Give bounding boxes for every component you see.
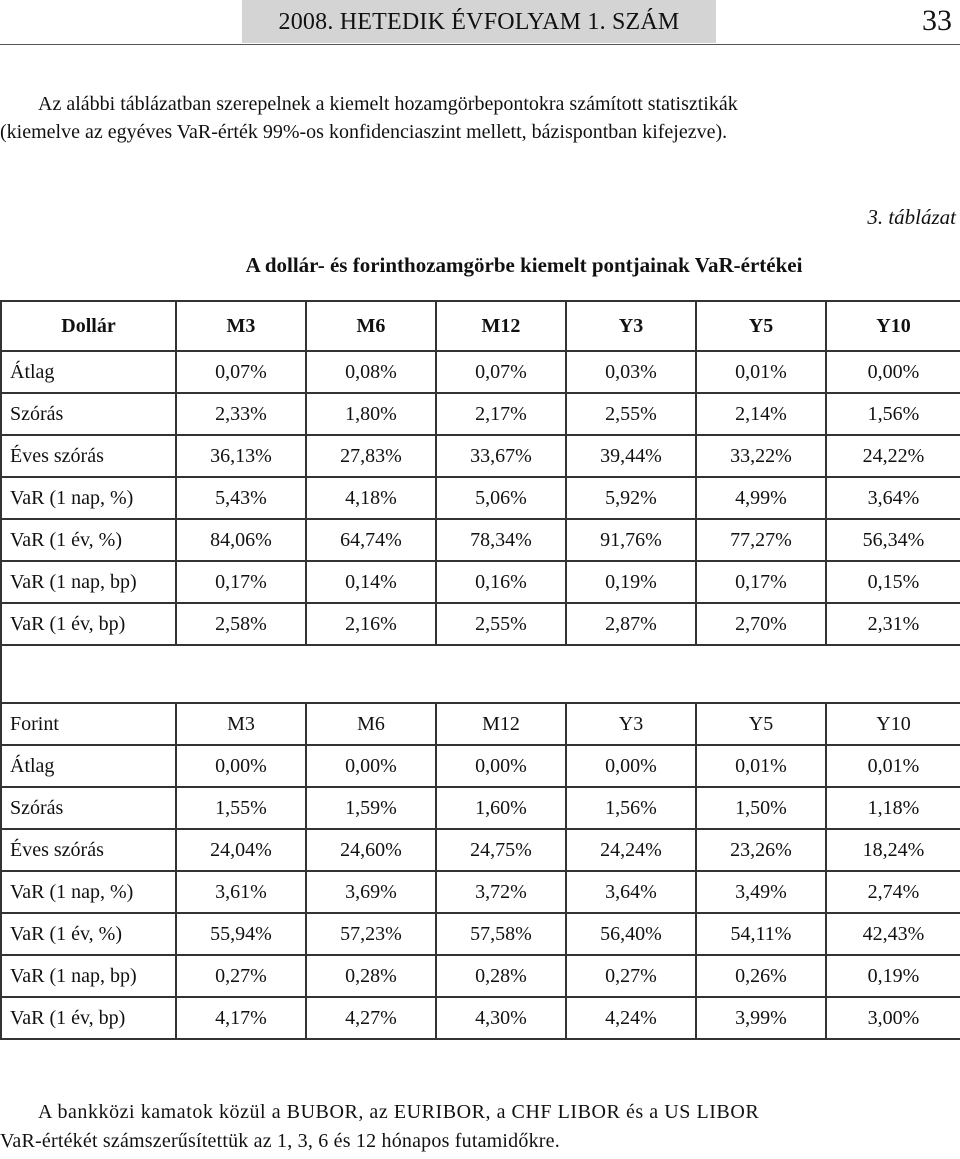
value-cell: M3	[176, 301, 306, 351]
value-cell: 0,17%	[696, 561, 826, 603]
value-cell: Y3	[566, 703, 696, 745]
dollar-table-row	[1, 435, 960, 477]
value-cell: 1,50%	[696, 787, 826, 829]
value-cell: 0,08%	[306, 351, 436, 393]
value-cell: 4,99%	[696, 477, 826, 519]
value-cell: 0,07%	[176, 351, 306, 393]
dollar-table-row	[1, 603, 960, 645]
value-cell: M3	[176, 703, 306, 745]
value-cell: 0,03%	[566, 351, 696, 393]
value-cell: 57,58%	[436, 913, 566, 955]
value-cell: 2,58%	[176, 603, 306, 645]
value-cell: 0,00%	[436, 745, 566, 787]
value-cell: 0,00%	[306, 745, 436, 787]
row-label-cell: Szórás	[1, 393, 176, 435]
intro-paragraph	[0, 90, 960, 146]
value-cell: 3,61%	[176, 871, 306, 913]
value-cell: 1,56%	[566, 787, 696, 829]
forint-table-row	[1, 997, 960, 1039]
value-cell: 18,24%	[826, 829, 960, 871]
forint-table-row	[1, 829, 960, 871]
value-cell: 36,13%	[176, 435, 306, 477]
value-cell: 0,16%	[436, 561, 566, 603]
value-cell: 24,75%	[436, 829, 566, 871]
value-cell: 27,83%	[306, 435, 436, 477]
row-label-cell: Szórás	[1, 787, 176, 829]
var-table	[0, 300, 960, 1040]
value-cell: M12	[436, 703, 566, 745]
row-label-cell: VaR (1 nap, %)	[1, 477, 176, 519]
forint-table-row	[1, 745, 960, 787]
intro-line: (kiemelve az egyéves VaR-érték 99%-os konfidenciaszint mellett, bázispontban kifejezve).	[0, 121, 728, 143]
value-cell: 2,33%	[176, 393, 306, 435]
header-divider	[0, 44, 960, 45]
value-cell: Y10	[826, 703, 960, 745]
value-cell: 91,76%	[566, 519, 696, 561]
value-cell: 2,87%	[566, 603, 696, 645]
value-cell: 23,26%	[696, 829, 826, 871]
value-cell: Y5	[696, 301, 826, 351]
value-cell: 2,31%	[826, 603, 960, 645]
value-cell: 33,22%	[696, 435, 826, 477]
value-cell: 0,01%	[696, 351, 826, 393]
forint-table-row	[1, 955, 960, 997]
value-cell: 3,69%	[306, 871, 436, 913]
row-label-cell: Forint	[1, 703, 176, 745]
value-cell: 2,74%	[826, 871, 960, 913]
value-cell: 1,80%	[306, 393, 436, 435]
value-cell: 2,70%	[696, 603, 826, 645]
value-cell: 57,23%	[306, 913, 436, 955]
value-cell: 0,01%	[826, 745, 960, 787]
value-cell: Y3	[566, 301, 696, 351]
row-label-cell: Éves szórás	[1, 435, 176, 477]
value-cell: 1,60%	[436, 787, 566, 829]
row-label-cell: VaR (1 év, bp)	[1, 997, 176, 1039]
value-cell: 64,74%	[306, 519, 436, 561]
value-cell: 4,18%	[306, 477, 436, 519]
row-label-cell: Éves szórás	[1, 829, 176, 871]
table-title: A dollár- és forinthozamgörbe kiemelt pontjainak VaR-értékei	[245, 253, 803, 277]
row-label-cell: VaR (1 év, %)	[1, 913, 176, 955]
value-cell: 0,14%	[306, 561, 436, 603]
value-cell: 0,00%	[176, 745, 306, 787]
value-cell: 77,27%	[696, 519, 826, 561]
row-label-cell: Átlag	[1, 351, 176, 393]
dollar-table-row	[1, 351, 960, 393]
dollar-table-row	[1, 393, 960, 435]
dollar-table-row	[1, 519, 960, 561]
forint-table-row	[1, 787, 960, 829]
value-cell: 24,60%	[306, 829, 436, 871]
footer-line: VaR-értékét számszerűsítettük az 1, 3, 6 és 12 hónapos futamidőkre.	[0, 1130, 560, 1152]
value-cell: M6	[306, 703, 436, 745]
value-cell: 5,92%	[566, 477, 696, 519]
row-label-cell: VaR (1 év, bp)	[1, 603, 176, 645]
value-cell: 55,94%	[176, 913, 306, 955]
value-cell: 2,55%	[566, 393, 696, 435]
var-table-body	[1, 301, 960, 1039]
value-cell: 24,24%	[566, 829, 696, 871]
value-cell: 0,28%	[306, 955, 436, 997]
value-cell: 0,15%	[826, 561, 960, 603]
value-cell: M6	[306, 301, 436, 351]
dollar-table-row	[1, 477, 960, 519]
value-cell: 2,14%	[696, 393, 826, 435]
forint-table-row	[1, 913, 960, 955]
row-label-cell: Átlag	[1, 745, 176, 787]
value-cell: Y10	[826, 301, 960, 351]
value-cell: Y5	[696, 703, 826, 745]
value-cell: 3,64%	[826, 477, 960, 519]
value-cell: 56,34%	[826, 519, 960, 561]
row-label-cell: VaR (1 év, %)	[1, 519, 176, 561]
value-cell: 24,22%	[826, 435, 960, 477]
value-cell: 3,99%	[696, 997, 826, 1039]
value-cell: 4,30%	[436, 997, 566, 1039]
value-cell: 0,28%	[436, 955, 566, 997]
value-cell: 0,26%	[696, 955, 826, 997]
value-cell: 0,19%	[826, 955, 960, 997]
value-cell: 3,72%	[436, 871, 566, 913]
separator-cell	[1, 645, 960, 703]
value-cell: 2,55%	[436, 603, 566, 645]
table-number-label: 3. táblázat	[867, 205, 956, 229]
value-cell: 0,01%	[696, 745, 826, 787]
footer-line: A bankközi kamatok közül a BUBOR, az EURIBOR, a CHF LIBOR és a US LIBOR	[38, 1101, 760, 1123]
value-cell: 1,18%	[826, 787, 960, 829]
value-cell: 1,59%	[306, 787, 436, 829]
value-cell: 84,06%	[176, 519, 306, 561]
forint-table-row	[1, 871, 960, 913]
value-cell: 42,43%	[826, 913, 960, 955]
page-number: 33	[922, 4, 952, 37]
value-cell: 0,27%	[566, 955, 696, 997]
dollar-header-row	[1, 301, 960, 351]
value-cell: 4,17%	[176, 997, 306, 1039]
value-cell: 0,17%	[176, 561, 306, 603]
value-cell: 0,27%	[176, 955, 306, 997]
value-cell: 4,24%	[566, 997, 696, 1039]
value-cell: M12	[436, 301, 566, 351]
row-label-cell: VaR (1 nap, bp)	[1, 561, 176, 603]
row-label-cell: VaR (1 nap, bp)	[1, 955, 176, 997]
value-cell: 78,34%	[436, 519, 566, 561]
value-cell: 54,11%	[696, 913, 826, 955]
intro-line: Az alábbi táblázatban szerepelnek a kiemelt hozamgörbepontokra számított statisztikák	[38, 93, 738, 115]
row-label-cell: VaR (1 nap, %)	[1, 871, 176, 913]
value-cell: 1,55%	[176, 787, 306, 829]
value-cell: 33,67%	[436, 435, 566, 477]
value-cell: 3,49%	[696, 871, 826, 913]
value-cell: 0,00%	[566, 745, 696, 787]
forint-header-row	[1, 703, 960, 745]
separator-row	[1, 645, 960, 703]
value-cell: 0,19%	[566, 561, 696, 603]
value-cell: 56,40%	[566, 913, 696, 955]
footer-paragraph	[0, 1098, 960, 1156]
value-cell: 5,06%	[436, 477, 566, 519]
value-cell: 4,27%	[306, 997, 436, 1039]
value-cell: 2,17%	[436, 393, 566, 435]
value-cell: 0,07%	[436, 351, 566, 393]
row-label-cell: Dollár	[1, 301, 176, 351]
value-cell: 39,44%	[566, 435, 696, 477]
dollar-table-row	[1, 561, 960, 603]
value-cell: 24,04%	[176, 829, 306, 871]
value-cell: 1,56%	[826, 393, 960, 435]
running-header-title: 2008. HETEDIK ÉVFOLYAM 1. SZÁM	[278, 9, 680, 35]
value-cell: 5,43%	[176, 477, 306, 519]
value-cell: 3,00%	[826, 997, 960, 1039]
value-cell: 3,64%	[566, 871, 696, 913]
value-cell: 0,00%	[826, 351, 960, 393]
value-cell: 2,16%	[306, 603, 436, 645]
